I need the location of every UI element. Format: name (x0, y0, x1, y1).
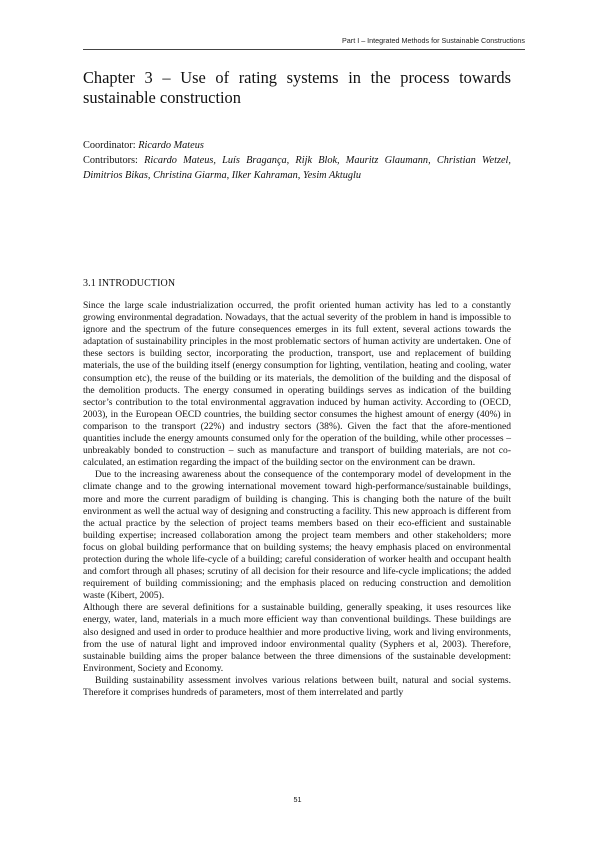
coordinator-line (83, 138, 511, 153)
chapter-credits (83, 138, 511, 183)
paragraph: Although there are several definitions for a sustainable building, generally speaking, it uses resources like energy, water, land, materials in a much more efficient way than conventional buildings. These buildings are also designed and used in order to produce healthier and more productive living, work and living environments, from the use of natural light and improved indoor environmental quality (Syphers et al, 2003). Therefore, sustainable building aims the proper balance between the three dimensions of the sustainable development: Environment, Society and Economy. (83, 602, 511, 674)
body-text (83, 300, 511, 699)
chapter-title: Chapter 3 – Use of rating systems in the process towards sustainable construction (83, 68, 511, 107)
contributors-label: Contributors: (83, 155, 145, 166)
coordinator-label: Coordinator: (83, 140, 139, 151)
paragraph: Building sustainability assessment involves various relations between built, natural and social systems. Therefore it comprises hundreds of parameters, most of them interrelated and partly (83, 674, 511, 698)
page-number: 51 (293, 795, 302, 804)
running-header: Part I – Integrated Methods for Sustainable Constructions (342, 36, 525, 45)
paragraph: Due to the increasing awareness about the consequence of the contemporary model of development in the climate change and to the growing international movement toward high-performance/sustainable buildings, more and more the current paradigm of building is changing. This is changing both the nature of the built environment as well the actual way of designing and constructing a facility. This new approach is different from the actual practice by the selection of project teams members based on their eco-efficient and sustainable building expertise; increased collaboration among the project team members and other stakeholders; more focus on global building performance that on building systems; the heavy emphasis placed on environmental protection during the whole life-cycle of a building; careful consideration of worker health and occupant health and comfort through all phases; scrutiny of all decision for their resource and life-cycle implications; the added requirement of building commissioning; and the emphasis placed on reducing construction and demolition waste (Kibert, 2005). (83, 469, 511, 602)
paragraph: Since the large scale industrialization occurred, the profit oriented human activity has led to a constantly growing environmental degradation. Nowadays, that the actual severity of the problem in hand is impossible to ignore and the spectrum of the future consequences emerges in its full extent, several actions towards the adaptation of sustainability principles in the most problematic sectors of human activity are undertaken. One of these sectors is building sector, incorporating the production, transport, use and replacement of building materials, the use of the building itself (energy consumption for lighting, ventilation, heating and cooling, water consumption etc), the reuse of the building or its materials, the demolition of the building and the disposal of the demolition products. The energy consumed in operating buildings serves as indication of the building sector’s contribution to the total environmental aggravation induced by human activity. According to (OECD, 2003), in the European OECD countries, the building sector consumes the highest amount of energy (40%) in comparison to the transport (22%) and industry sectors (38%). Given the fact that the afore-mentioned quantities include the energy amounts consumed only for the operation of the building, while other processes – unbreakably bonded to construction – such as manufacture and transport of building materials, are not co-calculated, an estimation regarding the impact of the building sector on the environment can be drawn. (83, 300, 511, 469)
section-heading: 3.1 INTRODUCTION (83, 278, 176, 289)
contributors-names: Ricardo Mateus, Luís Bragança, Rijk Blok, Mauritz Glaumann, Christian Wetzel, Dimitrios Bikas, Christina Giarma, Ilker Kahraman, Yesim Aktuglu (83, 155, 511, 181)
contributors-line (83, 153, 511, 183)
header-rule (83, 49, 525, 50)
coordinator-name: Ricardo Mateus (138, 140, 204, 151)
